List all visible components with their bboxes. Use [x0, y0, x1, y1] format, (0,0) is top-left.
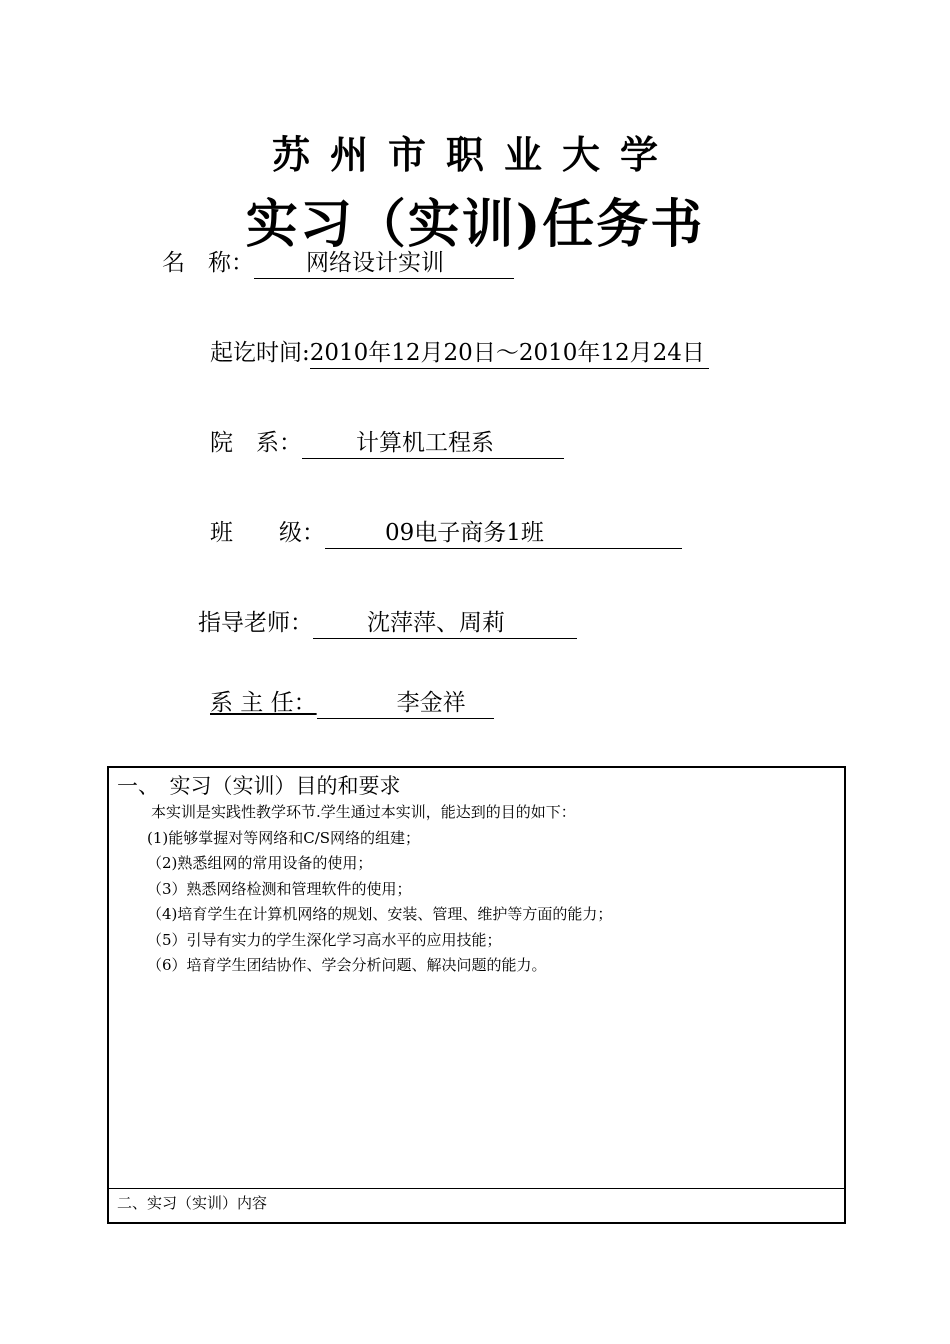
- field-department-value: 计算机工程系: [356, 430, 494, 456]
- field-director-value: 李金祥: [396, 690, 466, 716]
- field-department-label: 院 系：: [210, 430, 302, 456]
- field-name: [162, 248, 514, 279]
- field-class-value: 09电子商务1班: [385, 520, 544, 546]
- university-name: 苏州市职业大学: [271, 132, 678, 177]
- list-item: (1)能够掌握对等网络和C/S网络的组建；: [147, 828, 421, 847]
- section1-content: [147, 800, 612, 979]
- table-divider: [109, 1188, 844, 1189]
- field-class-label: 班 级：: [210, 520, 325, 546]
- field-period: [210, 338, 709, 369]
- field-period-label: 起讫时间:: [210, 340, 310, 366]
- field-advisors: [198, 608, 577, 639]
- list-item: （5）引导有实力的学生深化学习高水平的应用技能；: [147, 930, 502, 949]
- section2-heading: 二、实习（实训）内容: [117, 1194, 268, 1212]
- field-director-label: 系 主 任：: [210, 690, 317, 716]
- field-class: [210, 518, 682, 549]
- document-title: 实习（实训)任务书: [245, 194, 705, 255]
- field-advisors-label: 指导老师：: [198, 610, 313, 636]
- field-name-value: 网络设计实训: [306, 250, 444, 276]
- field-name-label: 名 称：: [162, 250, 254, 276]
- field-advisors-value: 沈萍萍、周莉: [367, 610, 505, 636]
- field-department: [210, 428, 564, 459]
- section1-heading: 一、 实习（实训）目的和要求: [117, 774, 401, 798]
- list-item: （4)培育学生在计算机网络的规划、安装、管理、维护等方面的能力；: [147, 905, 613, 923]
- task-table: [107, 766, 846, 1224]
- list-item: （3）熟悉网络检测和管理软件的使用；: [147, 879, 412, 898]
- list-item: （2)熟悉组网的常用设备的使用；: [147, 854, 373, 872]
- field-period-value: 2010年12月20日～2010年12月24日: [309, 340, 705, 366]
- list-item: （6）培育学生团结协作、学会分析问题、解决问题的能力。: [147, 956, 547, 974]
- section1-intro: 本实训是实践性教学环节.学生通过本实训，能达到的目的如下：: [151, 803, 576, 821]
- field-director: [210, 688, 494, 719]
